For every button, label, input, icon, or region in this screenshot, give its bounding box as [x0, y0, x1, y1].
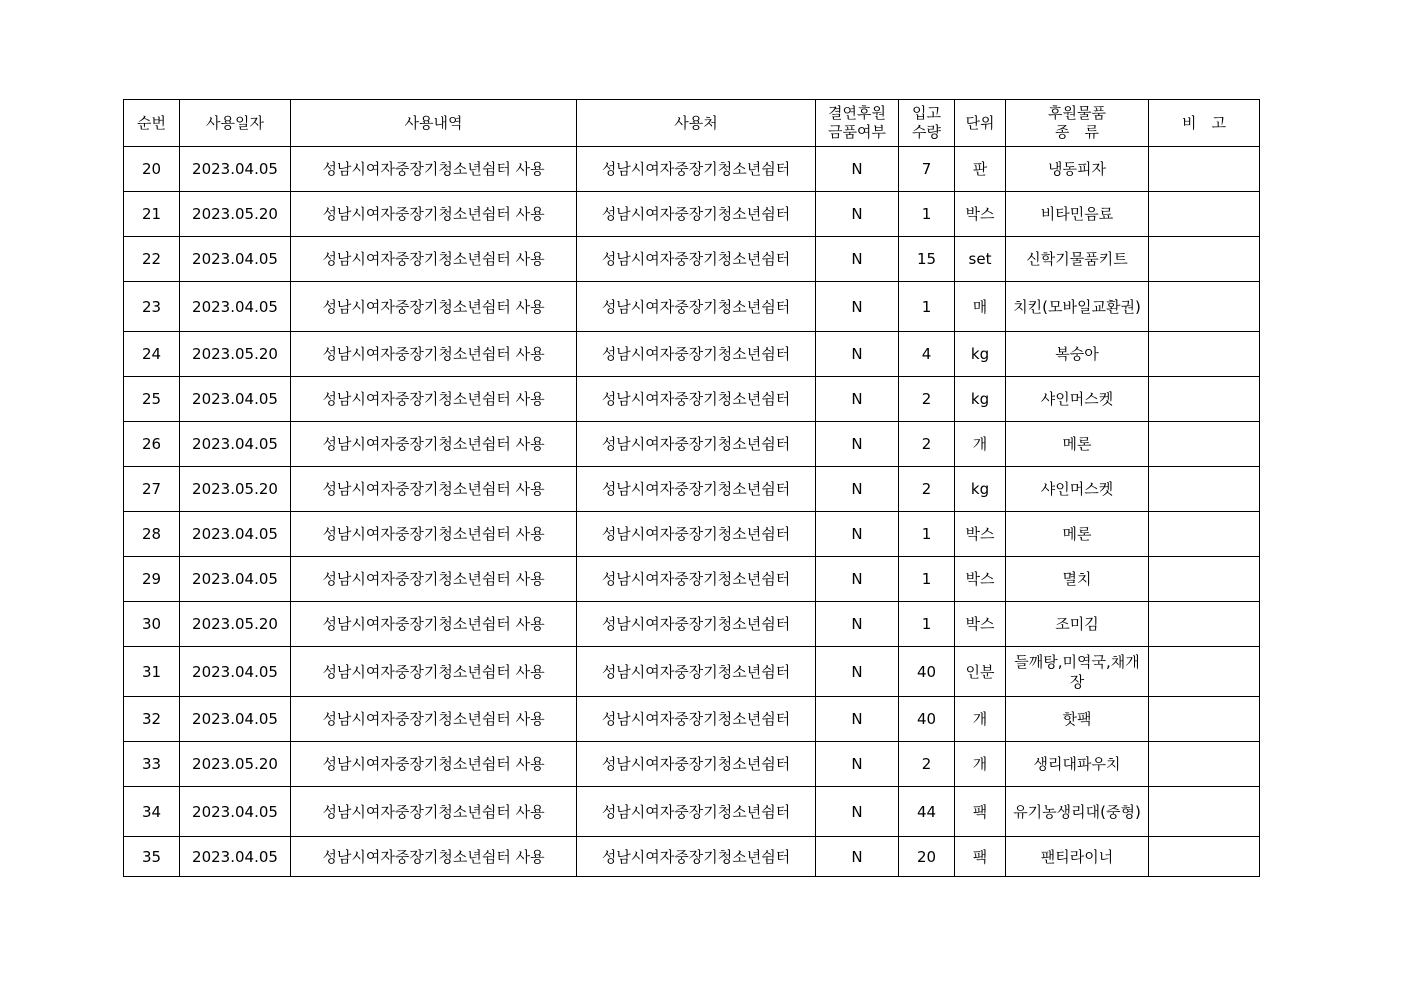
cell-description: 성남시여자중장기청소년쉼터 사용: [291, 787, 577, 837]
cell-no: 27: [124, 467, 180, 512]
cell-place: 성남시여자중장기청소년쉼터: [577, 787, 816, 837]
cell-note: [1149, 147, 1260, 192]
cell-no: 34: [124, 787, 180, 837]
cell-no: 21: [124, 192, 180, 237]
cell-qty: 2: [899, 422, 955, 467]
header-no: 순번: [124, 100, 180, 147]
header-note: 비 고: [1149, 100, 1260, 147]
table-row: [124, 237, 1260, 282]
header-unit: 단위: [955, 100, 1006, 147]
cell-qty: 1: [899, 602, 955, 647]
cell-note: [1149, 282, 1260, 332]
cell-place: 성남시여자중장기청소년쉼터: [577, 512, 816, 557]
cell-unit: 팩: [955, 837, 1006, 877]
cell-place: 성남시여자중장기청소년쉼터: [577, 697, 816, 742]
cell-description: 성남시여자중장기청소년쉼터 사용: [291, 422, 577, 467]
header-linked-line2: 금품여부: [828, 123, 886, 141]
cell-item: 팬티라이너: [1006, 837, 1149, 877]
cell-linked: N: [816, 602, 899, 647]
cell-date: 2023.04.05: [180, 557, 291, 602]
cell-date: 2023.04.05: [180, 512, 291, 557]
cell-qty: 1: [899, 282, 955, 332]
cell-note: [1149, 837, 1260, 877]
cell-qty: 4: [899, 332, 955, 377]
cell-qty: 1: [899, 557, 955, 602]
cell-note: [1149, 602, 1260, 647]
cell-unit: set: [955, 237, 1006, 282]
cell-qty: 20: [899, 837, 955, 877]
cell-description: 성남시여자중장기청소년쉼터 사용: [291, 647, 577, 697]
cell-date: 2023.04.05: [180, 282, 291, 332]
cell-linked: N: [816, 557, 899, 602]
cell-item: 유기농생리대(중형): [1006, 787, 1149, 837]
cell-unit: 인분: [955, 647, 1006, 697]
cell-unit: 팩: [955, 787, 1006, 837]
cell-linked: N: [816, 282, 899, 332]
cell-unit: kg: [955, 467, 1006, 512]
cell-unit: 매: [955, 282, 1006, 332]
cell-linked: N: [816, 647, 899, 697]
cell-note: [1149, 647, 1260, 697]
cell-date: 2023.04.05: [180, 147, 291, 192]
cell-qty: 40: [899, 647, 955, 697]
cell-no: 22: [124, 237, 180, 282]
cell-item: 신학기물품키트: [1006, 237, 1149, 282]
header-date: 사용일자: [180, 100, 291, 147]
header-qty: [899, 100, 955, 147]
cell-date: 2023.04.05: [180, 787, 291, 837]
header-qty-line2: 수량: [912, 123, 941, 141]
cell-description: 성남시여자중장기청소년쉼터 사용: [291, 697, 577, 742]
cell-unit: 판: [955, 147, 1006, 192]
cell-date: 2023.05.20: [180, 467, 291, 512]
cell-no: 23: [124, 282, 180, 332]
cell-place: 성남시여자중장기청소년쉼터: [577, 237, 816, 282]
cell-linked: N: [816, 147, 899, 192]
cell-place: 성남시여자중장기청소년쉼터: [577, 557, 816, 602]
cell-no: 31: [124, 647, 180, 697]
cell-place: 성남시여자중장기청소년쉼터: [577, 837, 816, 877]
cell-qty: 2: [899, 467, 955, 512]
cell-note: [1149, 512, 1260, 557]
cell-item: 메론: [1006, 422, 1149, 467]
cell-date: 2023.05.20: [180, 192, 291, 237]
cell-no: 25: [124, 377, 180, 422]
cell-qty: 2: [899, 742, 955, 787]
cell-date: 2023.04.05: [180, 237, 291, 282]
cell-date: 2023.04.05: [180, 837, 291, 877]
cell-note: [1149, 332, 1260, 377]
cell-description: 성남시여자중장기청소년쉼터 사용: [291, 332, 577, 377]
cell-item: 샤인머스켓: [1006, 377, 1149, 422]
cell-note: [1149, 697, 1260, 742]
table-row: [124, 602, 1260, 647]
cell-unit: kg: [955, 377, 1006, 422]
cell-qty: 2: [899, 377, 955, 422]
cell-item: 멸치: [1006, 557, 1149, 602]
cell-unit: 개: [955, 742, 1006, 787]
cell-description: 성남시여자중장기청소년쉼터 사용: [291, 557, 577, 602]
cell-place: 성남시여자중장기청소년쉼터: [577, 332, 816, 377]
cell-date: 2023.05.20: [180, 332, 291, 377]
cell-item: 조미김: [1006, 602, 1149, 647]
cell-description: 성남시여자중장기청소년쉼터 사용: [291, 147, 577, 192]
cell-description: 성남시여자중장기청소년쉼터 사용: [291, 512, 577, 557]
cell-unit: 박스: [955, 557, 1006, 602]
header-description: 사용내역: [291, 100, 577, 147]
cell-linked: N: [816, 512, 899, 557]
cell-description: 성남시여자중장기청소년쉼터 사용: [291, 192, 577, 237]
cell-unit: kg: [955, 332, 1006, 377]
table-row: [124, 467, 1260, 512]
cell-date: 2023.05.20: [180, 602, 291, 647]
cell-linked: N: [816, 192, 899, 237]
table-row: [124, 837, 1260, 877]
cell-linked: N: [816, 332, 899, 377]
cell-place: 성남시여자중장기청소년쉼터: [577, 422, 816, 467]
cell-description: 성남시여자중장기청소년쉼터 사용: [291, 377, 577, 422]
cell-qty: 1: [899, 192, 955, 237]
cell-date: 2023.04.05: [180, 377, 291, 422]
cell-note: [1149, 557, 1260, 602]
cell-description: 성남시여자중장기청소년쉼터 사용: [291, 237, 577, 282]
header-item: [1006, 100, 1149, 147]
cell-date: 2023.05.20: [180, 742, 291, 787]
cell-linked: N: [816, 422, 899, 467]
cell-linked: N: [816, 377, 899, 422]
cell-no: 20: [124, 147, 180, 192]
header-qty-line1: 입고: [912, 104, 941, 122]
header-item-line2: 종 류: [1055, 123, 1099, 141]
cell-unit: 개: [955, 697, 1006, 742]
table-row: [124, 742, 1260, 787]
cell-date: 2023.04.05: [180, 647, 291, 697]
cell-note: [1149, 192, 1260, 237]
cell-item: 샤인머스켓: [1006, 467, 1149, 512]
table-row: [124, 512, 1260, 557]
table-row: [124, 147, 1260, 192]
cell-item: 들깨탕,미역국,채개장: [1006, 647, 1149, 697]
cell-note: [1149, 422, 1260, 467]
cell-date: 2023.04.05: [180, 697, 291, 742]
cell-note: [1149, 377, 1260, 422]
cell-qty: 1: [899, 512, 955, 557]
cell-place: 성남시여자중장기청소년쉼터: [577, 377, 816, 422]
cell-item: 비타민음료: [1006, 192, 1149, 237]
cell-item: 치킨(모바일교환권): [1006, 282, 1149, 332]
cell-no: 24: [124, 332, 180, 377]
cell-place: 성남시여자중장기청소년쉼터: [577, 467, 816, 512]
cell-unit: 개: [955, 422, 1006, 467]
cell-item: 복숭아: [1006, 332, 1149, 377]
cell-description: 성남시여자중장기청소년쉼터 사용: [291, 742, 577, 787]
header-linked: [816, 100, 899, 147]
cell-item: 메론: [1006, 512, 1149, 557]
table-row: [124, 697, 1260, 742]
cell-place: 성남시여자중장기청소년쉼터: [577, 192, 816, 237]
cell-note: [1149, 787, 1260, 837]
cell-linked: N: [816, 697, 899, 742]
cell-linked: N: [816, 237, 899, 282]
cell-unit: 박스: [955, 602, 1006, 647]
cell-unit: 박스: [955, 192, 1006, 237]
table-row: [124, 787, 1260, 837]
cell-item: 생리대파우치: [1006, 742, 1149, 787]
cell-item: 핫팩: [1006, 697, 1149, 742]
table-row: [124, 647, 1260, 697]
cell-no: 35: [124, 837, 180, 877]
cell-no: 26: [124, 422, 180, 467]
cell-linked: N: [816, 837, 899, 877]
header-item-line1: 후원물품: [1048, 104, 1106, 122]
cell-note: [1149, 237, 1260, 282]
cell-qty: 7: [899, 147, 955, 192]
cell-no: 32: [124, 697, 180, 742]
table-body: [124, 147, 1260, 877]
cell-no: 29: [124, 557, 180, 602]
cell-item: 냉동피자: [1006, 147, 1149, 192]
header-row: [124, 100, 1260, 147]
cell-description: 성남시여자중장기청소년쉼터 사용: [291, 467, 577, 512]
table-row: [124, 282, 1260, 332]
cell-description: 성남시여자중장기청소년쉼터 사용: [291, 282, 577, 332]
cell-no: 30: [124, 602, 180, 647]
header-linked-line1: 결연후원: [828, 104, 886, 122]
cell-place: 성남시여자중장기청소년쉼터: [577, 282, 816, 332]
cell-note: [1149, 742, 1260, 787]
cell-linked: N: [816, 742, 899, 787]
cell-place: 성남시여자중장기청소년쉼터: [577, 602, 816, 647]
table-row: [124, 332, 1260, 377]
cell-description: 성남시여자중장기청소년쉼터 사용: [291, 837, 577, 877]
cell-linked: N: [816, 467, 899, 512]
cell-qty: 44: [899, 787, 955, 837]
cell-qty: 15: [899, 237, 955, 282]
cell-qty: 40: [899, 697, 955, 742]
table-row: [124, 377, 1260, 422]
table-row: [124, 422, 1260, 467]
cell-place: 성남시여자중장기청소년쉼터: [577, 647, 816, 697]
cell-place: 성남시여자중장기청소년쉼터: [577, 147, 816, 192]
cell-linked: N: [816, 787, 899, 837]
header-place: 사용처: [577, 100, 816, 147]
table-row: [124, 557, 1260, 602]
cell-note: [1149, 467, 1260, 512]
cell-description: 성남시여자중장기청소년쉼터 사용: [291, 602, 577, 647]
cell-no: 28: [124, 512, 180, 557]
cell-date: 2023.04.05: [180, 422, 291, 467]
cell-unit: 박스: [955, 512, 1006, 557]
donation-usage-table: [123, 99, 1260, 877]
cell-no: 33: [124, 742, 180, 787]
table-row: [124, 192, 1260, 237]
cell-place: 성남시여자중장기청소년쉼터: [577, 742, 816, 787]
